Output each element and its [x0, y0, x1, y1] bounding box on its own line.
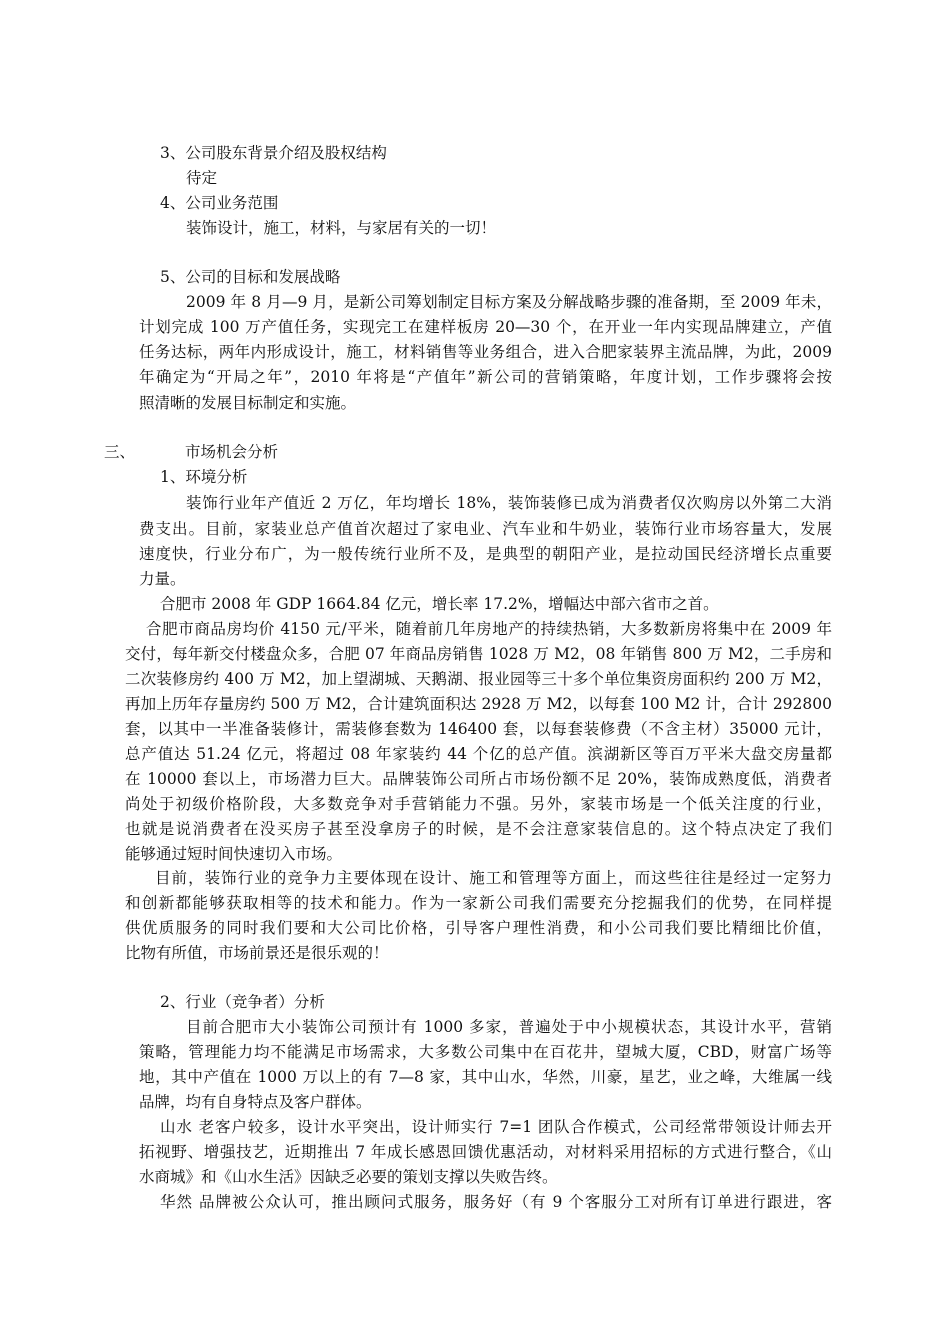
item4-body: 装饰设计，施工，材料，与家居有关的一切！ [186, 219, 497, 237]
item5-heading: 5、公司的目标和发展战略 [160, 268, 341, 286]
sub2-para3-line: 华然 品牌被公众认可，推出顾问式服务，服务好（有 9 个客服分工对所有订单进行跟进，客 [160, 1193, 832, 1211]
sub1-para1-line: 力量。 [139, 570, 186, 588]
sub1-para2: 合肥市 2008 年 GDP 1664.84 亿元，增长率 17.2%，增幅达中部六省市之首。 [160, 595, 719, 613]
sub2-para2-line: 拓视野、增强技艺，近期推出 7 年成长感恩回馈优惠活动，对材料采用招标的方式进行整合，《山 [139, 1143, 833, 1161]
sub1-para4-line: 目前，装饰行业的竞争力主要体现在设计、施工和管理等方面上，而这些往往是经过一定努力 [155, 869, 832, 887]
sub2-para2-line: 山水 老客户较多，设计水平突出，设计师实行 7=1 团队合作模式，公司经常带领设计师去开 [160, 1118, 832, 1136]
sub1-para4-line: 供优质服务的同时我们要和大公司比价格，引导客户理性消费，和小公司我们要比精细比价值， [125, 919, 832, 937]
item5-line: 照清晰的发展目标制定和实施。 [139, 394, 357, 412]
sub1-heading: 1、环境分析 [160, 468, 248, 486]
item5-line: 任务达标，两年内形成设计，施工，材料销售等业务组合，进入合肥家装界主流品牌，为此，2009 [139, 343, 832, 361]
sub2-para1-line: 策略，管理能力均不能满足市场需求，大多数公司集中在百花井，望城大厦，CBD，财富广场等 [139, 1043, 832, 1061]
item3-heading: 3、公司股东背景介绍及股权结构 [160, 144, 387, 162]
sub1-para3-line: 交付，每年新交付楼盘众多，合肥 07 年商品房销售 1028 万 M2，08 年销售 800 万 M2，二手房和 [125, 645, 832, 663]
sub1-para1-line: 费支出。目前，家装业总产值首次超过了家电业、汽车业和牛奶业，装饰行业市场容量大，发展 [139, 520, 832, 538]
sub1-para1-line: 装饰行业年产值近 2 万亿，年均增长 18%，装饰装修已成为消费者仅次购房以外第二大消 [186, 494, 832, 512]
section-title: 市场机会分析 [185, 443, 279, 461]
item4-heading: 4、公司业务范围 [160, 194, 279, 212]
sub1-para3-line: 套，以其中一半准备装修计，需装修套数为 146400 套，以每套装修费（不含主材）35000 元计， [125, 720, 832, 738]
sub1-para3-line: 尚处于初级价格阶段，大多数竞争对手营销能力不强。另外，家装市场是一个低关注度的行业， [125, 795, 832, 813]
item5-line: 计划完成 100 万产值任务，实现完工在建样板房 20—30 个，在开业一年内实现品牌建立，产值 [139, 318, 832, 336]
sub1-para3-line: 能够通过短时间快速切入市场。 [125, 845, 343, 863]
item3-body: 待定 [186, 169, 218, 187]
item5-line: 2009 年 8 月—9 月，是新公司筹划制定目标方案及分解战略步骤的准备期，至 2009 年未， [186, 293, 832, 311]
item5-line: 年确定为“开局之年”，2010 年将是“产值年”新公司的营销策略，年度计划，工作步骤将会按 [139, 368, 832, 386]
sub2-para1-line: 品牌，均有自身特点及客户群体。 [139, 1093, 372, 1111]
sub1-para3-line: 总产值达 51.24 亿元，将超过 08 年家装约 44 个亿的总产值。滨湖新区等百万平米大盘交房量都 [125, 745, 832, 763]
sub2-heading: 2、行业（竞争者）分析 [160, 993, 325, 1011]
sub1-para3-line: 再加上历年存量房约 500 万 M2，合计建筑面积达 2928 万 M2，以每套 100 M2 计，合计 292800 [125, 695, 832, 713]
sub2-para2-line: 水商城》和《山水生活》因缺乏必要的策划支撑以失败告终。 [139, 1168, 558, 1186]
section-number: 三、 [104, 443, 136, 461]
sub1-para4-line: 比物有所值，市场前景还是很乐观的！ [125, 944, 389, 962]
sub1-para3-line: 在 10000 套以上，市场潜力巨大。品牌装饰公司所占市场份额不足 20%，装饰成熟度低，消费者 [125, 770, 832, 788]
sub1-para1-line: 速度快，行业分布广，为一般传统行业所不及，是典型的朝阳产业，是拉动国民经济增长点重要 [139, 545, 832, 563]
sub1-para3-line: 二次装修房约 400 万 M2，加上望湖城、天鹅湖、报业园等三十多个单位集资房面积约 200 万 M2， [125, 670, 832, 688]
sub2-para1-line: 目前合肥市大小装饰公司预计有 1000 多家，普遍处于中小规模状态，其设计水平，营销 [186, 1018, 832, 1036]
sub2-para1-line: 地，其中产值在 1000 万以上的有 7—8 家，其中山水，华然，川豪，星艺，业之峰，大维属一线 [139, 1068, 832, 1086]
sub1-para3-line: 也就是说消费者在没买房子甚至没拿房子的时候，是不会注意家装信息的。这个特点决定了我们 [125, 820, 832, 838]
sub1-para4-line: 和创新都能够获取相等的技术和能力。作为一家新公司我们需要充分挖掘我们的优势，在同样提 [125, 894, 832, 912]
sub1-para3-line: 合肥市商品房均价 4150 元/平米，随着前几年房地产的持续热销，大多数新房将集中在 2009 年 [146, 620, 832, 638]
